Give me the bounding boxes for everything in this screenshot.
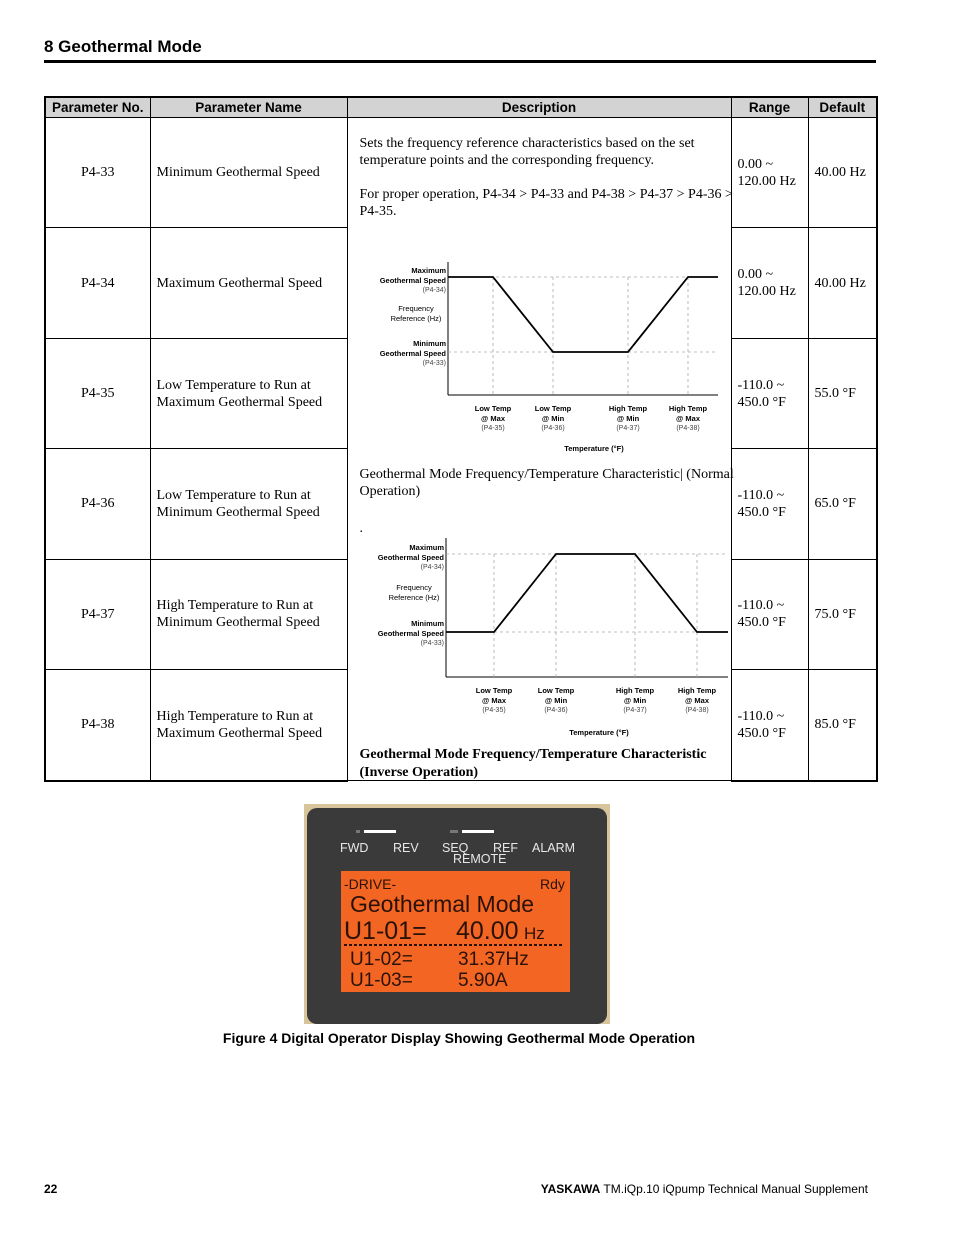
lcd-line3-label: U1-03=	[350, 970, 413, 991]
param-name: Low Temperature to Run at Minimum Geothermal Speed	[150, 449, 347, 559]
remote-label: REMOTE	[453, 852, 507, 866]
lcd-line1-unit: Hz	[524, 924, 545, 943]
x-tick-label	[534, 404, 571, 432]
x-tick-text: @ Max	[481, 696, 506, 705]
ref-label: REF	[493, 841, 518, 855]
x-tick-text: (P4-36)	[540, 425, 565, 432]
y-axis-label-line2: Reference (Hz)	[390, 314, 441, 323]
param-range: 0.00 ~ 120.00 Hz	[731, 228, 808, 338]
param-name: High Temperature to Run at Maximum Geothermal Speed	[150, 670, 347, 781]
param-default: 40.00 Hz	[808, 118, 877, 228]
param-range: -110.0 ~ 450.0 °F	[731, 449, 808, 559]
footer-brand: YASKAWA	[540, 1182, 601, 1196]
column-header: Parameter No.	[45, 97, 150, 118]
column-header: Parameter Name	[150, 97, 347, 118]
y-tick-text: (P4-33)	[422, 360, 446, 367]
x-tick-label	[537, 686, 574, 714]
column-header: Range	[731, 97, 808, 118]
x-tick-text: (P4-37)	[622, 707, 647, 714]
x-tick-text: Low Temp	[537, 686, 574, 695]
series-line	[446, 554, 728, 632]
series-line	[448, 277, 718, 352]
x-axis-label: Temperature (°F)	[568, 728, 629, 737]
x-tick-label	[615, 686, 654, 714]
param-range: -110.0 ~ 450.0 °F	[731, 338, 808, 448]
lcd-line2-value: 31.37Hz	[458, 949, 529, 970]
x-tick-text: (P4-36)	[543, 707, 568, 714]
y-axis-label-line1: Frequency	[397, 304, 434, 313]
y-tick-text: Geothermal Speed	[379, 349, 446, 358]
param-default: 65.0 °F	[808, 449, 877, 559]
y-tick-min	[377, 619, 444, 647]
x-tick-label	[668, 404, 707, 432]
y-tick-text: Maximum	[408, 543, 444, 552]
y-tick-text: Maximum	[410, 266, 446, 275]
y-tick-text: (P4-34)	[422, 287, 446, 294]
chart-inverse-operation	[354, 536, 738, 744]
seq-indicator	[462, 830, 494, 833]
table-header-row	[45, 97, 877, 118]
x-tick-text: Low Temp	[534, 404, 571, 413]
lcd-line2-label: U1-02=	[350, 949, 413, 970]
param-no: P4-38	[45, 670, 150, 781]
x-axis-label: Temperature (°F)	[563, 444, 624, 453]
x-tick-text: High Temp	[677, 686, 716, 695]
lcd-title: Geothermal Mode	[350, 891, 535, 917]
digital-operator-figure	[304, 804, 610, 1024]
param-name: Low Temperature to Run at Maximum Geothermal Speed	[150, 338, 347, 448]
param-default: 55.0 °F	[808, 338, 877, 448]
lcd-line1-label: U1-01=	[344, 917, 427, 945]
column-header: Default	[808, 97, 877, 118]
x-tick-text: (P4-38)	[684, 707, 709, 714]
y-axis-label-line2: Reference (Hz)	[388, 593, 439, 602]
lcd-mode: -DRIVE-	[344, 876, 397, 892]
lcd-status: Rdy	[540, 876, 565, 892]
footer-manual-title: TM.iQp.10 iQpump Technical Manual Supplement	[603, 1182, 868, 1196]
fwd-indicator	[364, 830, 396, 833]
x-tick-text: (P4-35)	[481, 707, 506, 714]
x-tick-text: Low Temp	[474, 404, 511, 413]
x-tick-text: (P4-37)	[615, 425, 640, 432]
y-tick-text: (P4-34)	[420, 564, 444, 571]
param-default: 40.00 Hz	[808, 228, 877, 338]
section-rule	[44, 60, 876, 63]
y-tick-text: Minimum	[412, 339, 446, 348]
param-no: P4-33	[45, 118, 150, 228]
x-tick-label	[475, 686, 512, 714]
figure-caption: Figure 4 Digital Operator Display Showing Geothermal Mode Operation	[222, 1030, 696, 1046]
table-row	[45, 118, 877, 228]
chart-caption-inverse: Geothermal Mode Frequency/Temperature Characteristic (Inverse Operation)	[359, 747, 707, 780]
x-tick-text: High Temp	[615, 686, 654, 695]
x-tick-text: @ Max	[675, 414, 700, 423]
y-tick-text: Geothermal Speed	[379, 276, 446, 285]
param-range: 0.00 ~ 120.00 Hz	[731, 118, 808, 228]
y-tick-text: Geothermal Speed	[377, 553, 444, 562]
fwd-label: FWD	[340, 841, 369, 855]
param-default: 85.0 °F	[808, 670, 877, 781]
page-number: 22	[44, 1182, 58, 1196]
x-tick-text: High Temp	[668, 404, 707, 413]
lcd-line3-value: 5.90A	[458, 970, 508, 991]
param-no: P4-37	[45, 559, 150, 669]
param-name: Maximum Geothermal Speed	[150, 228, 347, 338]
param-range: -110.0 ~ 450.0 °F	[731, 559, 808, 669]
dot-text: .	[359, 521, 363, 536]
description-cell	[347, 118, 734, 781]
y-tick-text: (P4-33)	[420, 640, 444, 647]
y-tick-min	[379, 339, 446, 367]
description-text: For proper operation, P4-34 > P4-33 and P4-38 > P4-37 > P4-36 > P4-35.	[359, 187, 733, 219]
param-range: -110.0 ~ 450.0 °F	[731, 670, 808, 781]
y-tick-text: Minimum	[410, 619, 444, 628]
x-tick-text: Low Temp	[475, 686, 512, 695]
param-name: Minimum Geothermal Speed	[150, 118, 347, 228]
x-tick-text: @ Max	[684, 696, 709, 705]
alarm-label: ALARM	[532, 841, 576, 855]
chart-normal-operation	[354, 258, 738, 458]
x-tick-label	[677, 686, 716, 714]
x-tick-text: (P4-35)	[480, 425, 505, 432]
x-tick-text: High Temp	[608, 404, 647, 413]
y-axis-label-line1: Frequency	[395, 583, 432, 592]
x-tick-label	[474, 404, 511, 432]
param-no: P4-36	[45, 449, 150, 559]
column-header: Description	[347, 97, 731, 118]
footer-manual	[541, 1182, 868, 1196]
x-tick-text: @ Max	[480, 414, 505, 423]
x-tick-text: @ Min	[541, 414, 564, 423]
rev-label: REV	[393, 841, 419, 855]
seq-label: SEQ	[442, 841, 469, 855]
chart-caption-normal: Geothermal Mode Frequency/Temperature Characteristic| (Normal Operation)	[359, 467, 734, 499]
y-tick-text: Geothermal Speed	[377, 629, 444, 638]
section-title: 8 Geothermal Mode	[44, 37, 202, 56]
x-tick-text: (P4-38)	[675, 425, 700, 432]
x-tick-text: @ Min	[616, 414, 639, 423]
y-tick-max	[377, 543, 444, 571]
x-tick-text: @ Min	[544, 696, 567, 705]
x-tick-label	[608, 404, 647, 432]
y-tick-max	[379, 266, 446, 294]
param-no: P4-34	[45, 228, 150, 338]
param-name: High Temperature to Run at Minimum Geothermal Speed	[150, 559, 347, 669]
description-text: Sets the frequency reference characteristics based on the set temperature points and the corresponding frequency.	[359, 136, 695, 168]
param-no: P4-35	[45, 338, 150, 448]
lcd-line1-value: 40.00	[456, 917, 519, 945]
parameter-table	[44, 96, 878, 782]
x-tick-text: @ Min	[623, 696, 646, 705]
param-default: 75.0 °F	[808, 559, 877, 669]
